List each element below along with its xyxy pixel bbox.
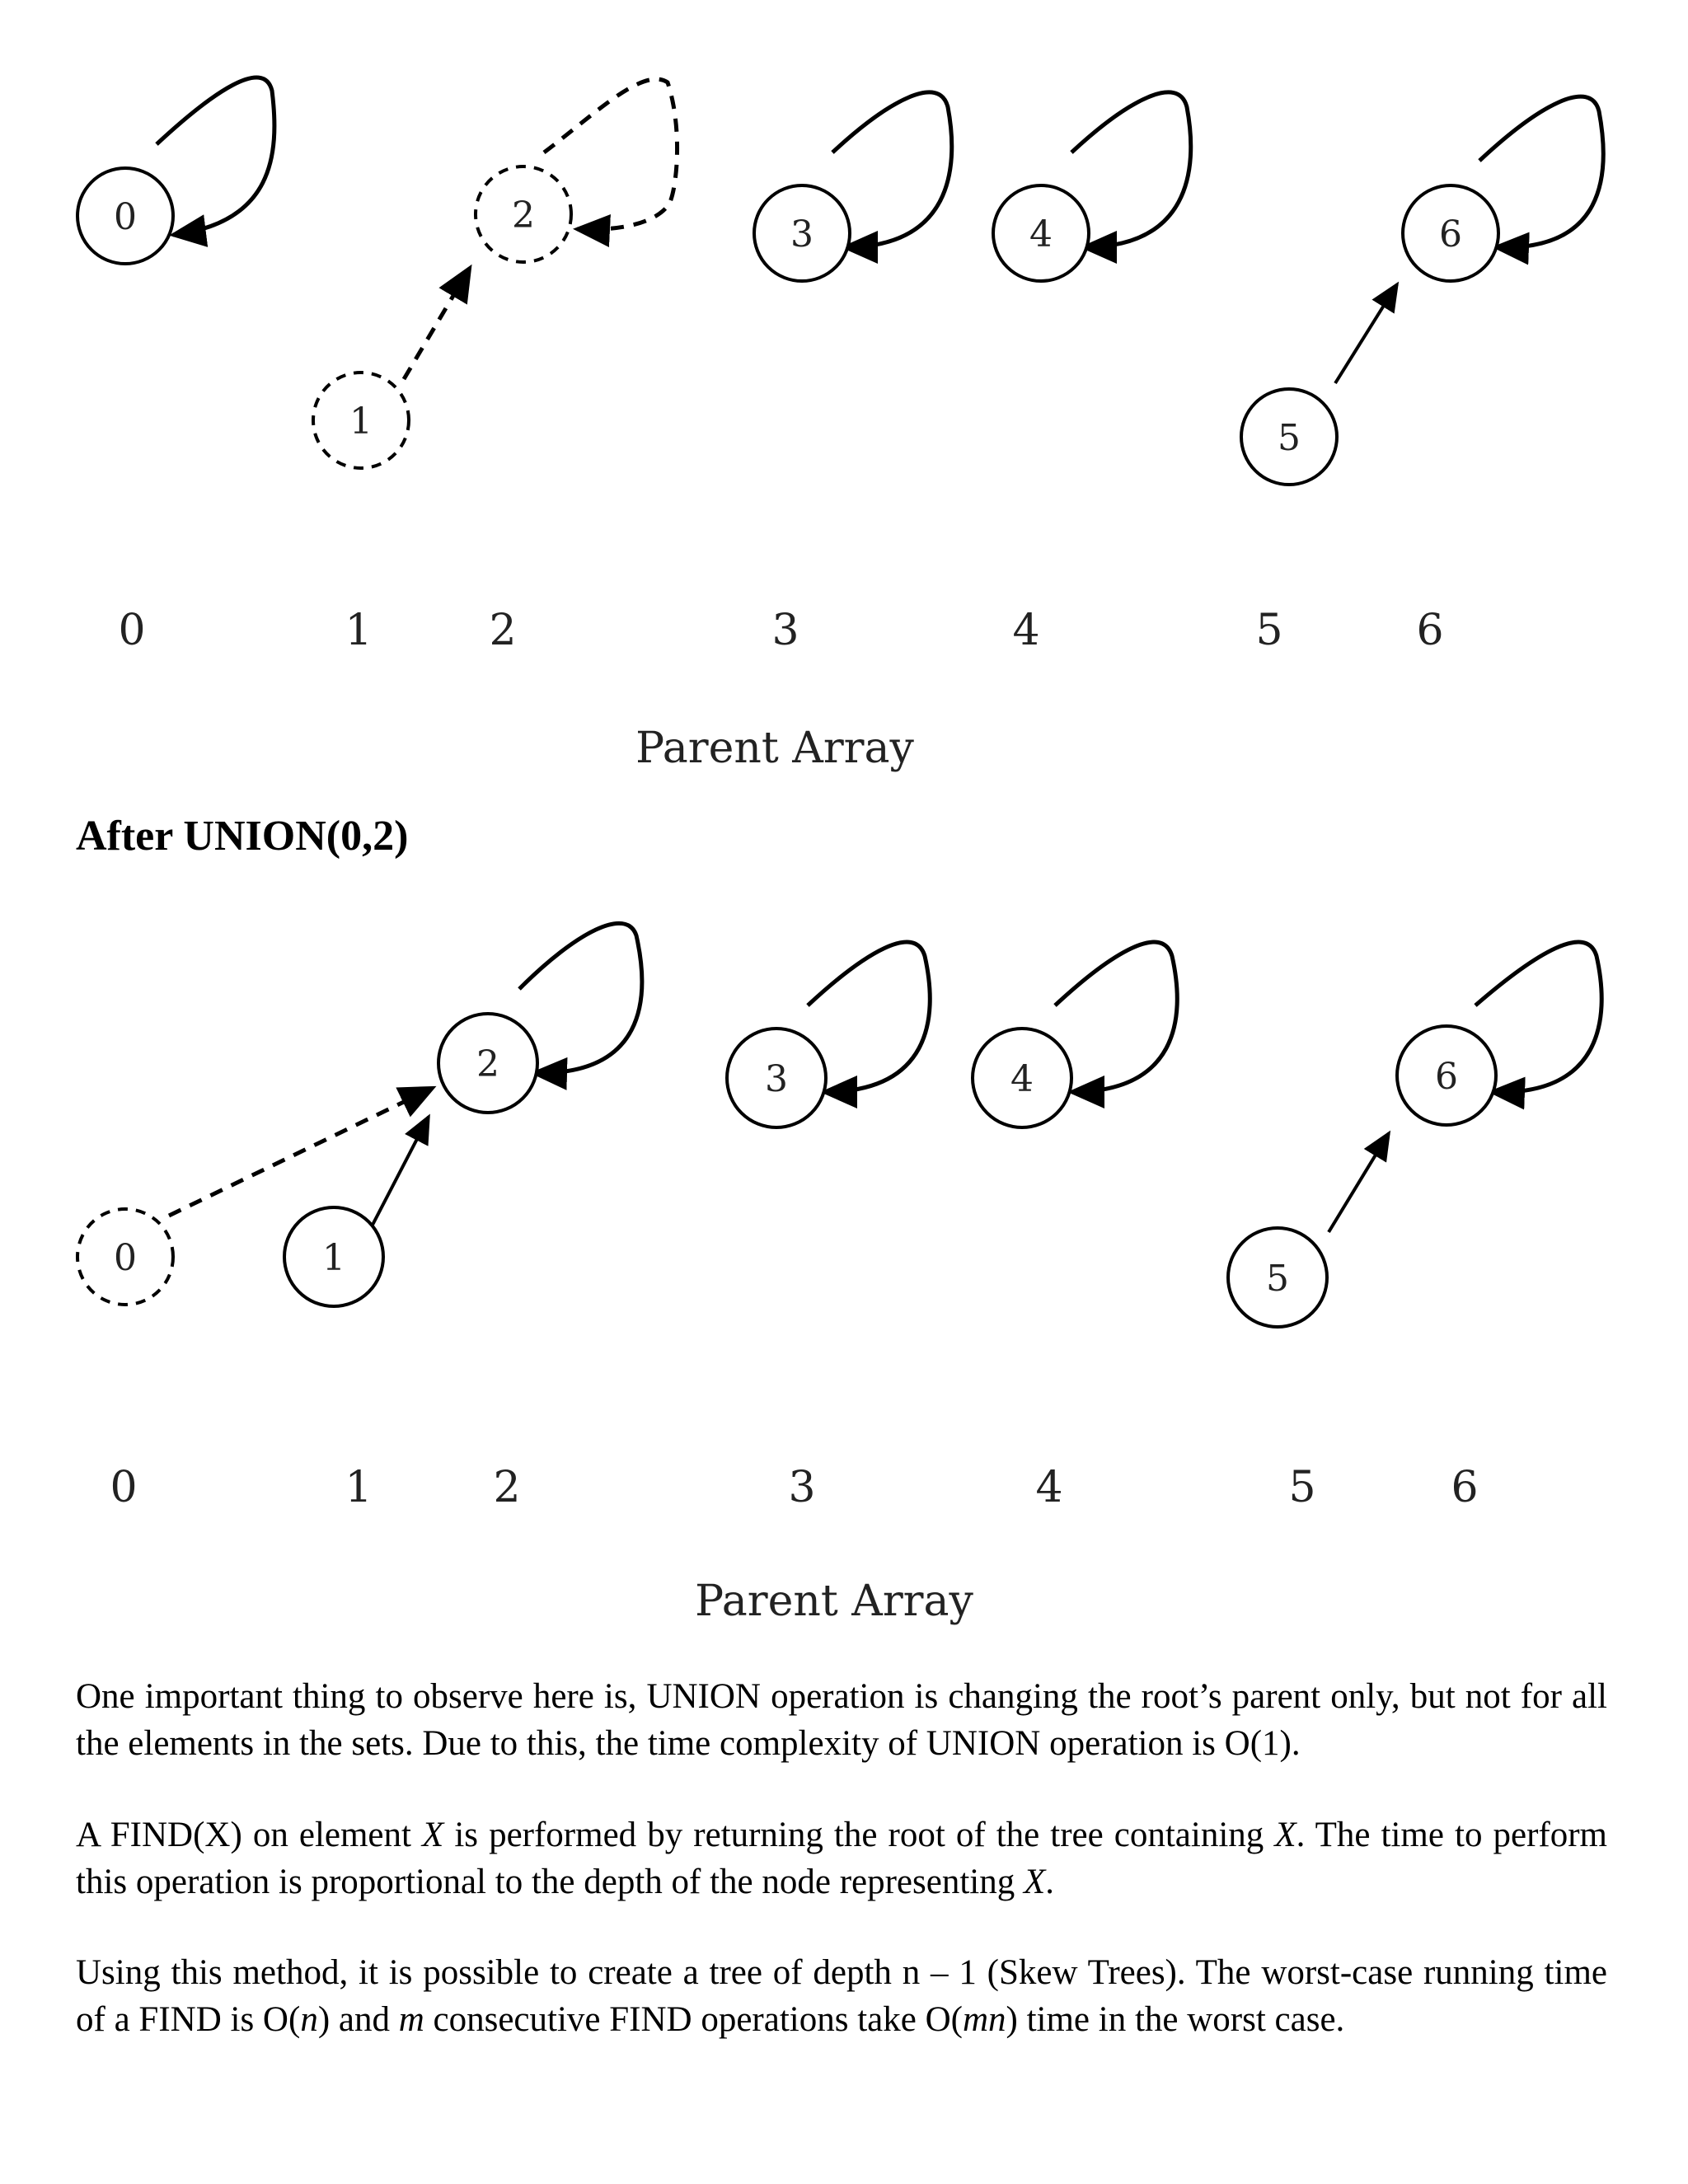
- paragraph-union-complexity: One important thing to observe here is, UNION operation is changing the root’s parent only, but not for all the elements in the sets. Due to this, the time complexity of UNION operation is O(1).: [76, 1677, 1607, 1763]
- self-loop-4: [1055, 942, 1177, 1092]
- node-4: [993, 185, 1089, 281]
- array-index: 4: [1012, 606, 1040, 655]
- array-index: 4: [1035, 1463, 1063, 1512]
- array-index: 6: [1451, 1463, 1479, 1512]
- svg-text:6: 6: [1439, 213, 1462, 255]
- node-3: [727, 1029, 826, 1127]
- array-index: 3: [771, 606, 799, 655]
- node-0: [77, 1209, 173, 1305]
- array-index: 5: [1255, 606, 1283, 655]
- diagram-after-union: [0, 890, 1688, 1648]
- array-index: 0: [110, 1463, 138, 1512]
- svg-text:1: 1: [322, 1237, 345, 1279]
- node-2: [438, 1014, 537, 1113]
- edge-1-to-2: [404, 268, 470, 379]
- node-6: [1403, 185, 1498, 281]
- svg-text:1: 1: [349, 401, 373, 443]
- array-index: 0: [118, 606, 146, 655]
- diagram-before-union: [0, 0, 1688, 791]
- node-6: [1397, 1026, 1496, 1125]
- parent-array-caption: Parent Array: [695, 1577, 973, 1626]
- array-index: 6: [1416, 606, 1444, 655]
- node-4: [973, 1029, 1071, 1127]
- svg-text:3: 3: [765, 1058, 788, 1100]
- node-0: [77, 168, 173, 264]
- svg-text:4: 4: [1010, 1058, 1034, 1100]
- node-1: [284, 1207, 383, 1306]
- node-1: [313, 373, 409, 468]
- parent-array-caption: Parent Array: [635, 724, 914, 773]
- edge-5-to-6: [1329, 1133, 1389, 1232]
- array-index: 1: [345, 1463, 373, 1512]
- paragraph-skew-trees: Using this method, it is possible to create a tree of depth n – 1 (Skew Trees). The worst-case running time of a FIND is O(n) and m consecutive FIND operations take O(mn) time in the worst case.: [76, 1953, 1607, 2039]
- section-heading: After UNION(0,2): [76, 813, 409, 860]
- node-2: [476, 166, 571, 262]
- node-3: [754, 185, 850, 281]
- svg-text:5: 5: [1278, 417, 1301, 459]
- svg-text:0: 0: [114, 1237, 137, 1279]
- svg-text:5: 5: [1266, 1258, 1289, 1300]
- edge-1-to-2: [371, 1117, 429, 1228]
- array-index: 3: [788, 1463, 816, 1512]
- edge-0-to-2: [169, 1088, 433, 1216]
- array-index: 5: [1288, 1463, 1316, 1512]
- paragraph-find-operation: A FIND(X) on element X is performed by returning the root of the tree containing X. The time to perform this operation is proportional to the depth of the node representing X.: [76, 1816, 1607, 1901]
- svg-text:6: 6: [1435, 1056, 1458, 1098]
- node-5: [1228, 1228, 1327, 1327]
- svg-text:2: 2: [476, 1043, 499, 1085]
- array-index: 2: [493, 1463, 521, 1512]
- svg-text:3: 3: [790, 213, 814, 255]
- edge-5-to-6: [1335, 284, 1397, 383]
- array-index: 2: [489, 606, 517, 655]
- array-index: 1: [345, 606, 373, 655]
- svg-text:2: 2: [512, 194, 535, 237]
- svg-text:4: 4: [1029, 213, 1053, 255]
- self-loop-2: [519, 923, 642, 1073]
- svg-text:0: 0: [114, 196, 137, 238]
- node-5: [1241, 389, 1337, 485]
